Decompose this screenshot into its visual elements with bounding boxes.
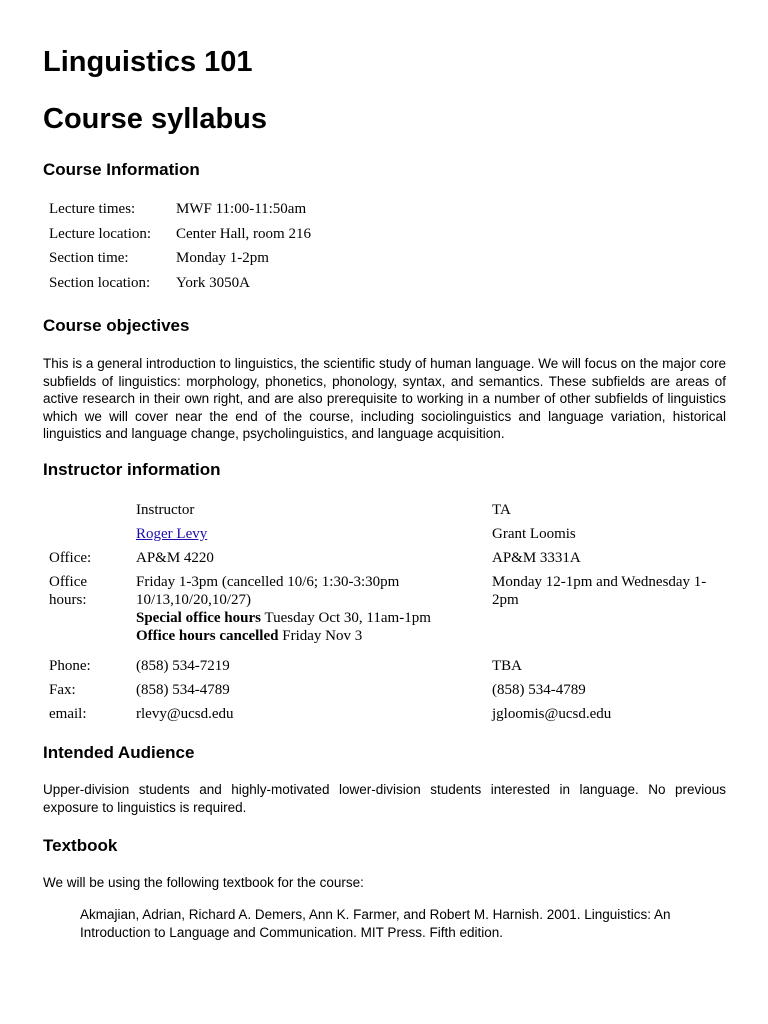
ta-office-hours: Monday 12-1pm and Wednesday 1-2pm <box>492 574 707 608</box>
special-hours-label: Special office hours <box>136 610 261 626</box>
cancelled-office-hours <box>136 627 480 645</box>
office-hours-label: Office hours: <box>49 574 88 608</box>
info-label: Section time: <box>49 250 129 266</box>
table-row <box>43 648 726 678</box>
course-information-table <box>43 200 317 298</box>
table-row <box>43 249 317 274</box>
info-label: Lecture times: <box>49 201 136 217</box>
info-value: Center Hall, room 216 <box>176 225 311 242</box>
ta-column-header: TA <box>492 502 511 518</box>
table-row <box>43 702 726 726</box>
course-information-heading: Course Information <box>43 160 200 179</box>
textbook-intro: We will be using the following textbook for the course: <box>43 875 364 890</box>
instructor-office: AP&M 4220 <box>136 550 214 566</box>
info-value: Monday 1-2pm <box>176 250 269 266</box>
table-row <box>43 546 726 570</box>
instructor-phone: (858) 534-7219 <box>136 658 230 674</box>
textbook-heading: Textbook <box>43 836 118 855</box>
table-row <box>43 225 317 250</box>
instructor-email: rlevy@ucsd.edu <box>136 706 234 722</box>
table-row <box>43 498 726 522</box>
ta-fax: (858) 534-4789 <box>492 682 586 698</box>
intended-audience-text: Upper-division students and highly-motivated lower-division students interested in language. No previous exposure to linguistics is required. <box>43 782 726 815</box>
ta-office: AP&M 3331A <box>492 550 581 566</box>
info-label: Lecture location: <box>49 225 152 242</box>
course-objectives-text: This is a general introduction to linguistics, the scientific study of human language. We will focus on the major core subfields of linguistics: morphology, phonetics, phonology, syntax, and semantics. These subfields are areas of active research in their own right, and are also prerequisite to working in a number of other subfields of linguistics which we will cover near the end of the course, including sociolinguistics and language variation, historical linguistics and language change, psycholinguistics, and language acquisition. <box>43 356 726 441</box>
ta-phone: TBA <box>492 658 522 674</box>
instructor-regular-hours: Friday 1-3pm (cancelled 10/6; 1:30-3:30pm 10/13,10/20,10/27) <box>136 574 400 608</box>
email-label: email: <box>49 706 87 722</box>
cancelled-hours-label: Office hours cancelled <box>136 628 279 644</box>
info-value: York 3050A <box>176 274 250 291</box>
instructor-office-hours <box>130 570 486 648</box>
fax-label: Fax: <box>49 682 76 698</box>
page-subtitle: Course syllabus <box>43 103 268 135</box>
table-row <box>43 274 317 299</box>
table-row <box>43 570 726 648</box>
textbook-citation: Akmajian, Adrian, Richard A. Demers, Ann K. Farmer, and Robert M. Harnish. 2001. Linguistics: An Introduction to Language and Communication. MIT Press. Fifth edition. <box>80 907 671 940</box>
instructor-column-header: Instructor <box>136 502 195 518</box>
instructor-fax: (858) 534-4789 <box>136 682 230 698</box>
special-hours-value: Tuesday Oct 30, 11am-1pm <box>264 610 431 626</box>
info-value: MWF 11:00-11:50am <box>176 201 307 217</box>
page-title: Linguistics 101 <box>43 46 253 78</box>
ta-name: Grant Loomis <box>492 526 576 542</box>
special-office-hours <box>136 609 480 627</box>
table-row <box>43 522 726 546</box>
ta-email: jgloomis@ucsd.edu <box>492 706 612 722</box>
course-objectives-heading: Course objectives <box>43 316 190 335</box>
instructor-information-table <box>43 498 726 726</box>
intended-audience-heading: Intended Audience <box>43 743 195 762</box>
table-row <box>43 678 726 702</box>
info-label: Section location: <box>49 274 151 291</box>
instructor-name-link[interactable]: Roger Levy <box>136 526 208 542</box>
phone-label: Phone: <box>49 658 91 674</box>
cancelled-hours-value: Friday Nov 3 <box>282 628 363 644</box>
instructor-information-heading: Instructor information <box>43 460 221 479</box>
office-label: Office: <box>49 550 92 566</box>
table-row <box>43 200 317 225</box>
